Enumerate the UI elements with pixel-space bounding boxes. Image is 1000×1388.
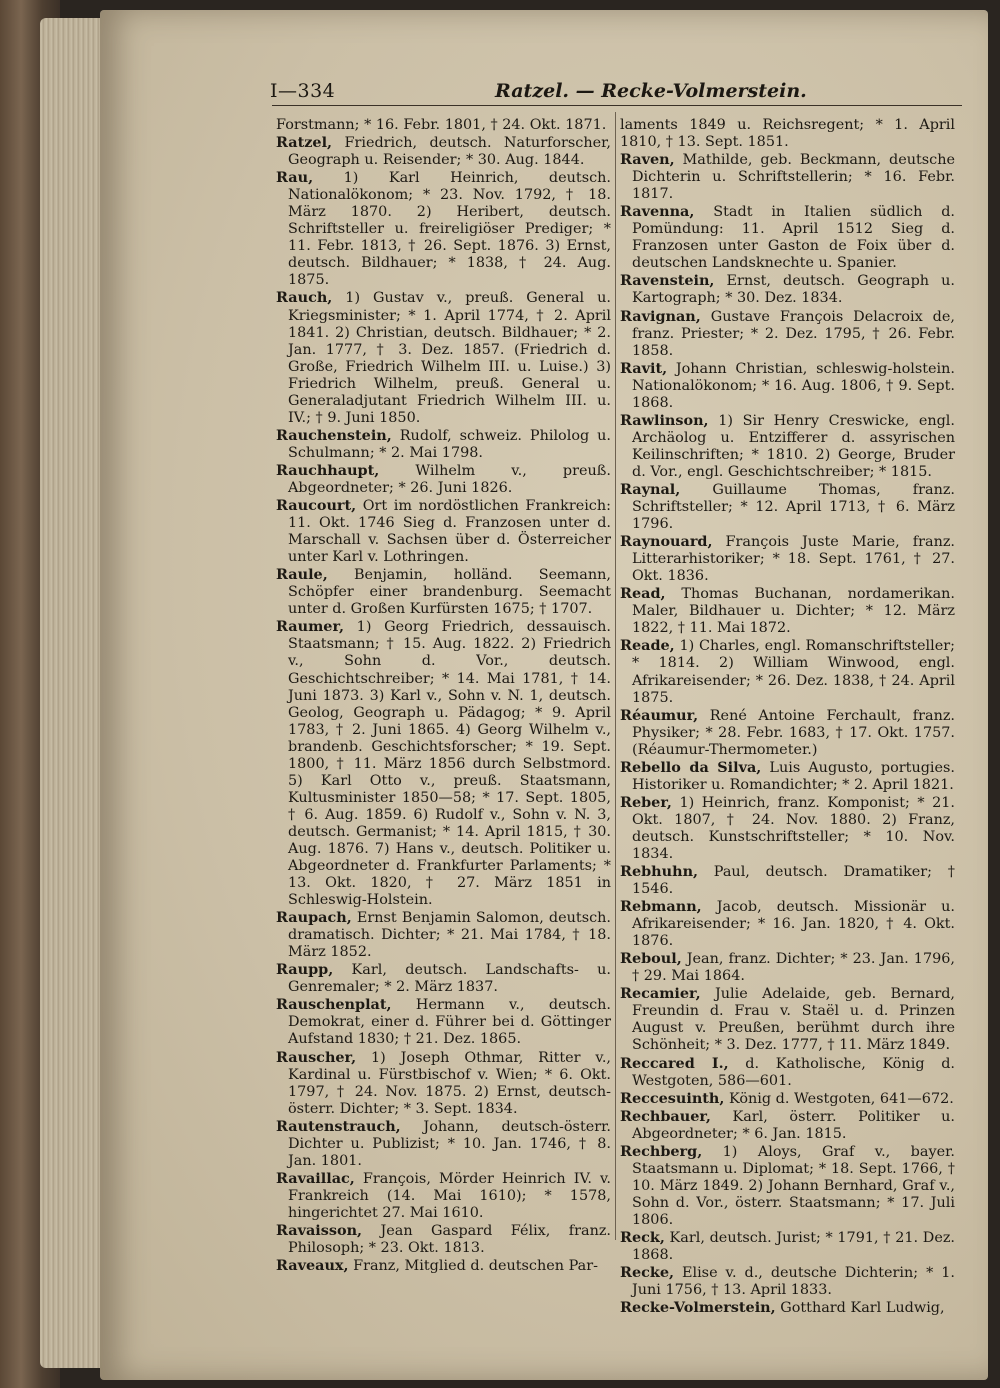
entry-text: Elise v. d., deutsche Dichterin; * 1. Juni 1756, † 13. April 1833. (632, 1265, 955, 1299)
entry-headword: Ravenstein, (620, 272, 715, 290)
entry-headword: Rebello da Silva, (620, 758, 762, 776)
dictionary-entry (276, 134, 611, 169)
entry-headword: Reboul, (620, 950, 682, 968)
entry-headword: Raynouard, (620, 533, 713, 551)
dictionary-entry (276, 1170, 611, 1222)
entry-headword: Rauchenstein, (276, 426, 392, 444)
entry-text: Hermann v., deutsch. Demokrat, einer d. Führer bei d. Göttinger Aufstand 1830; † 21. Dez. 1865. (288, 997, 611, 1048)
entry-headword: Raucourt, (276, 497, 357, 515)
entry-headword: Rebhuhn, (620, 863, 699, 881)
entry-headword: Raupach, (276, 909, 352, 927)
dictionary-entry (620, 360, 955, 412)
entry-text: Friedrich, deutsch. Naturforscher, Geograph u. Reisender; * 30. Aug. 1844. (288, 135, 611, 169)
entry-headword: Reccesuinth, (620, 1089, 725, 1107)
entry-text: Thomas Buchanan, nordamerikan. Maler, Bildhauer u. Dichter; * 12. März 1822, † 11. Mai 1872. (632, 586, 955, 637)
entry-headword: Ravenna, (620, 203, 695, 221)
dictionary-entry (620, 898, 955, 950)
running-title: Ratzel. — Recke-Volmerstein. (495, 80, 807, 102)
dictionary-entry (620, 412, 955, 481)
entry-headword: Rautenstrauch, (276, 1117, 401, 1135)
entry-text: Benjamin, holländ. Seemann, Schöpfer einer brandenburg. Seemacht unter d. Großen Kurfürsten 1675; † 1707. (288, 567, 611, 618)
entry-text: 1) Karl Heinrich, deutsch. Nationalökonom; * 23. Nov. 1792, † 18. März 1870. 2) Heribert, deutsch. Schriftsteller u. freireligiöser Prediger; * 11. Febr. 1813, † 26. Sept. 1876. 3) Ernst, deutsch. Bildhauer; * 1838, † 24. Aug. 1875. (288, 170, 611, 289)
dictionary-entry (620, 759, 955, 794)
entry-text: Ernst Benjamin Salomon, deutsch. dramatisch. Dichter; * 21. Mai 1784, † 18. März 1852. (288, 910, 611, 961)
entry-text: d. Katholische, König d. Westgoten, 586—601. (632, 1055, 955, 1089)
dictionary-entry (620, 481, 955, 533)
entry-headword: Ravaillac, (276, 1169, 355, 1187)
dictionary-entry (620, 1090, 955, 1108)
entry-text: Forstmann; * 16. Febr. 1801, † 24. Okt. 1871. (276, 117, 607, 133)
entry-headword: Raupp, (276, 961, 334, 979)
dictionary-entry (620, 1055, 955, 1090)
entry-headword: Raumer, (276, 618, 345, 636)
dictionary-entry (620, 637, 955, 706)
entry-text: Karl, deutsch. Jurist; * 1791, † 21. Dez. 1868. (632, 1230, 955, 1264)
dictionary-entry (620, 950, 955, 985)
entry-text: Guillaume Thomas, franz. Schriftsteller; * 12. April 1713, † 6. März 1796. (632, 481, 955, 533)
dictionary-entry (620, 1299, 955, 1317)
entry-text: 1) Joseph Othmar, Ritter v., Kardinal u. Fürstbischof v. Wien; * 6. Okt. 1797, † 24. Nov. 1875. 2) Ernst, deutsch-österr. Dichter; * 3. Sept. 1834. (288, 1049, 611, 1117)
dictionary-entry (276, 169, 611, 289)
entry-text: 1) Gustav v., preuß. General u. Kriegsminister; * 1. April 1774, † 2. April 1841. 2) Christian, deutsch. Bildhauer; * 2. Jan. 1777, † 3. Dez. 1857. (Friedrich d. Große, Friedrich Wilhelm III. u. Luise.) 3) Friedrich Wilhelm, preuß. General u. Generaladjutant Friedrich Wilhelm III. u. IV.; † 9. Juni 1850. (288, 290, 611, 426)
entry-headword: Raule, (276, 566, 328, 584)
entry-headword: Rauschenplat, (276, 996, 392, 1014)
entry-text: Gotthard Karl Ludwig, (775, 1300, 945, 1317)
dictionary-entry (276, 462, 611, 497)
entry-text: René Antoine Ferchault, franz. Physiker; * 28. Febr. 1683, † 17. Okt. 1757. (Réaumur-Thermometer.) (632, 707, 955, 758)
entry-text: Gustave François Delacroix de, franz. Priester; * 2. Dez. 1795, † 26. Febr. 1858. (632, 308, 955, 359)
dictionary-entry (276, 961, 611, 996)
dictionary-entry (276, 116, 611, 134)
dictionary-entry (620, 151, 955, 203)
dictionary-entry (276, 909, 611, 961)
entry-headword: Ratzel, (276, 134, 333, 152)
page-number: I—334 (270, 80, 336, 102)
dictionary-entry (620, 533, 955, 585)
dictionary-entry (276, 289, 611, 426)
entry-headword: Réaumur, (620, 706, 699, 724)
entry-headword: Rauscher, (276, 1048, 357, 1066)
dictionary-entry (276, 996, 611, 1048)
entry-headword: Rebmann, (620, 898, 702, 916)
entry-headword: Reade, (620, 637, 675, 655)
entry-headword: Reccared I., (620, 1054, 729, 1072)
entry-text: Jean Gaspard Félix, franz. Philosoph; * 23. Okt. 1813. (288, 1223, 611, 1257)
entry-headword: Rauchhaupt, (276, 461, 380, 479)
entry-headword: Recamier, (620, 985, 701, 1003)
entry-text: Johann Christian, schleswig-holstein. Nationalökonom; * 16. Aug. 1806, † 9. Sept. 1868. (632, 360, 955, 411)
dictionary-entry (620, 1264, 955, 1299)
dictionary-entry (276, 427, 611, 462)
header-rule (272, 105, 962, 106)
dictionary-entry (620, 308, 955, 360)
entry-text: 1) Charles, engl. Romanschriftsteller; * 1814. 2) William Winwood, engl. Afrikareisender; * 26. Dez. 1838, † 24. April 1875. (632, 638, 955, 706)
dictionary-entry (620, 707, 955, 759)
entry-headword: Recke, (620, 1264, 675, 1282)
entry-headword: Reber, (620, 793, 672, 811)
dictionary-entry (620, 985, 955, 1054)
entry-text: 1) Heinrich, franz. Komponist; * 21. Okt. 1807, † 24. Nov. 1880. 2) Franz, deutsch. Kunstschriftsteller; * 10. Nov. 1834. (632, 794, 955, 862)
entry-headword: Rechbauer, (620, 1107, 711, 1125)
entry-text: 1) Aloys, Graf v., bayer. Staatsmann u. Diplomat; * 18. Sept. 1766, † 10. März 1849. 2) Johann Bernhard, Graf v., Sohn d. Vor., österr. Staatsmann; * 17. Juli 1806. (632, 1143, 955, 1228)
dictionary-entry (620, 1229, 955, 1264)
dictionary-entry (276, 497, 611, 566)
dictionary-entry (620, 794, 955, 863)
right-column (620, 116, 955, 1317)
entry-text: Jacob, deutsch. Missionär u. Afrikareisender; * 16. Jan. 1820, † 4. Okt. 1876. (632, 899, 955, 950)
entry-headword: Read, (620, 585, 666, 603)
entry-text: Karl, deutsch. Landschafts- u. Genremaler; * 2. März 1837. (288, 962, 611, 996)
entry-headword: Raven, (620, 151, 675, 169)
dictionary-entry (276, 1222, 611, 1257)
entry-text: Mathilde, geb. Beckmann, deutsche Dichterin u. Schriftstellerin; * 16. Febr. 1817. (632, 152, 955, 203)
entry-headword: Raveaux, (276, 1257, 349, 1275)
entry-text: 1) Georg Friedrich, dessauisch. Staatsmann; † 15. Aug. 1822. 2) Friedrich v., Sohn d. Vor., deutsch. Geschichtschreiber; * 14. Mai 1781, † 14. Juni 1873. 3) Karl v., Sohn v. N. 1, deutsch. Geolog, Geograph u. Pädagog; * 9. April 1783, † 2. Juni 1865. 4) Georg Wilhelm v., brandenb. Geschichtsforscher; * 19. Sept. 1800, † 11. März 1856 durch Selbstmord. 5) Karl Otto v., preuß. Staatsmann, Kultusminister 1850—58; * 17. Sept. 1805, † 6. Aug. 1859. 6) Rudolf v., Sohn v. N. 3, deutsch. Germanist; * 14. April 1815, † 30. Aug. 1876. 7) Hans v., deutsch. Politiker u. Abgeordneter d. Frankfurter Parlaments; * 13. Okt. 1820, † 27. März 1851 in Schleswig-Holstein. (288, 619, 611, 909)
left-column (276, 116, 611, 1275)
dictionary-entry (620, 116, 955, 151)
entry-headword: Ravit, (620, 359, 668, 377)
dictionary-entry (620, 585, 955, 637)
entry-headword: Rechberg, (620, 1142, 703, 1160)
dictionary-entry (620, 272, 955, 307)
entry-headword: Rau, (276, 169, 314, 187)
entry-text: Julie Adelaide, geb. Bernard, Freundin d. Frau v. Staël u. d. Prinzen August v. Preußen, berühmt durch ihre Schönheit; * 3. Dez. 1777, † 11. März 1849. (632, 986, 955, 1054)
entry-text: König d. Westgoten, 641—672. (724, 1090, 954, 1107)
entry-text: Paul, deutsch. Dramatiker; † 1546. (632, 864, 955, 898)
entry-text: Luis Augusto, portugies. Historiker u. Romandichter; * 2. April 1821. (632, 759, 956, 793)
dictionary-entry (276, 1118, 611, 1170)
dictionary-entry (620, 1108, 955, 1143)
entry-text: 1) Sir Henry Creswicke, engl. Archäolog u. Entzifferer d. assyrischen Keilinschriften; * 1810. 2) George, Bruder d. Vor., engl. Geschichtschreiber; * 1815. (632, 412, 955, 480)
entry-text: Karl, österr. Politiker u. Abgeordneter; * 6. Jan. 1815. (632, 1108, 955, 1142)
entry-text: Franz, Mitglied d. deutschen Par- (348, 1258, 598, 1275)
entry-headword: Raynal, (620, 480, 681, 498)
entry-headword: Recke-Volmerstein, (620, 1299, 776, 1317)
entry-headword: Ravignan, (620, 307, 701, 325)
dictionary-entry (620, 203, 955, 272)
entry-text: Wilhelm v., preuß. Abgeordneter; * 26. Juni 1826. (288, 462, 611, 496)
entry-headword: Rauch, (276, 289, 333, 307)
entry-text: Rudolf, schweiz. Philolog u. Schulmann; * 2. Mai 1798. (288, 427, 611, 461)
entry-text: Ernst, deutsch. Geograph u. Kartograph; * 30. Dez. 1834. (632, 273, 955, 307)
entry-text: Jean, franz. Dichter; * 23. Jan. 1796, † 29. Mai 1864. (632, 951, 955, 985)
dictionary-entry (276, 1049, 611, 1118)
entry-headword: Ravaisson, (276, 1222, 363, 1239)
entry-text: Johann, deutsch-österr. Dichter u. Publizist; * 10. Jan. 1746, † 8. Jan. 1801. (288, 1118, 611, 1169)
dictionary-entry (276, 1257, 611, 1275)
entry-headword: Rawlinson, (620, 411, 709, 429)
dictionary-entry (620, 1143, 955, 1229)
column-divider (615, 112, 616, 1240)
dictionary-entry (276, 566, 611, 618)
dictionary-entry (276, 618, 611, 909)
page-header (270, 80, 970, 106)
entry-text: François Juste Marie, franz. Litterarhistoriker; * 18. Sept. 1761, † 27. Okt. 1836. (632, 534, 955, 585)
dictionary-entry (620, 863, 955, 898)
entry-text: laments 1849 u. Reichsregent; * 1. April 1810, † 13. Sept. 1851. (620, 117, 955, 151)
entry-text: François, Mörder Heinrich IV. v. Frankreich (14. Mai 1610); * 1578, hingerichtet 27. Mai 1610. (288, 1170, 611, 1221)
entry-headword: Reck, (620, 1229, 665, 1246)
entry-text: Stadt in Italien südlich d. Pomündung: 11. April 1512 Sieg d. Franzosen unter Gaston de Foix über d. deutschen Landsknechte u. Spanier. (632, 204, 955, 272)
entry-text: Ort im nordöstlichen Frankreich: 11. Okt. 1746 Sieg d. Franzosen unter d. Marschall v. Sachsen über d. Österreicher unter Karl v. Lothringen. (288, 498, 611, 566)
